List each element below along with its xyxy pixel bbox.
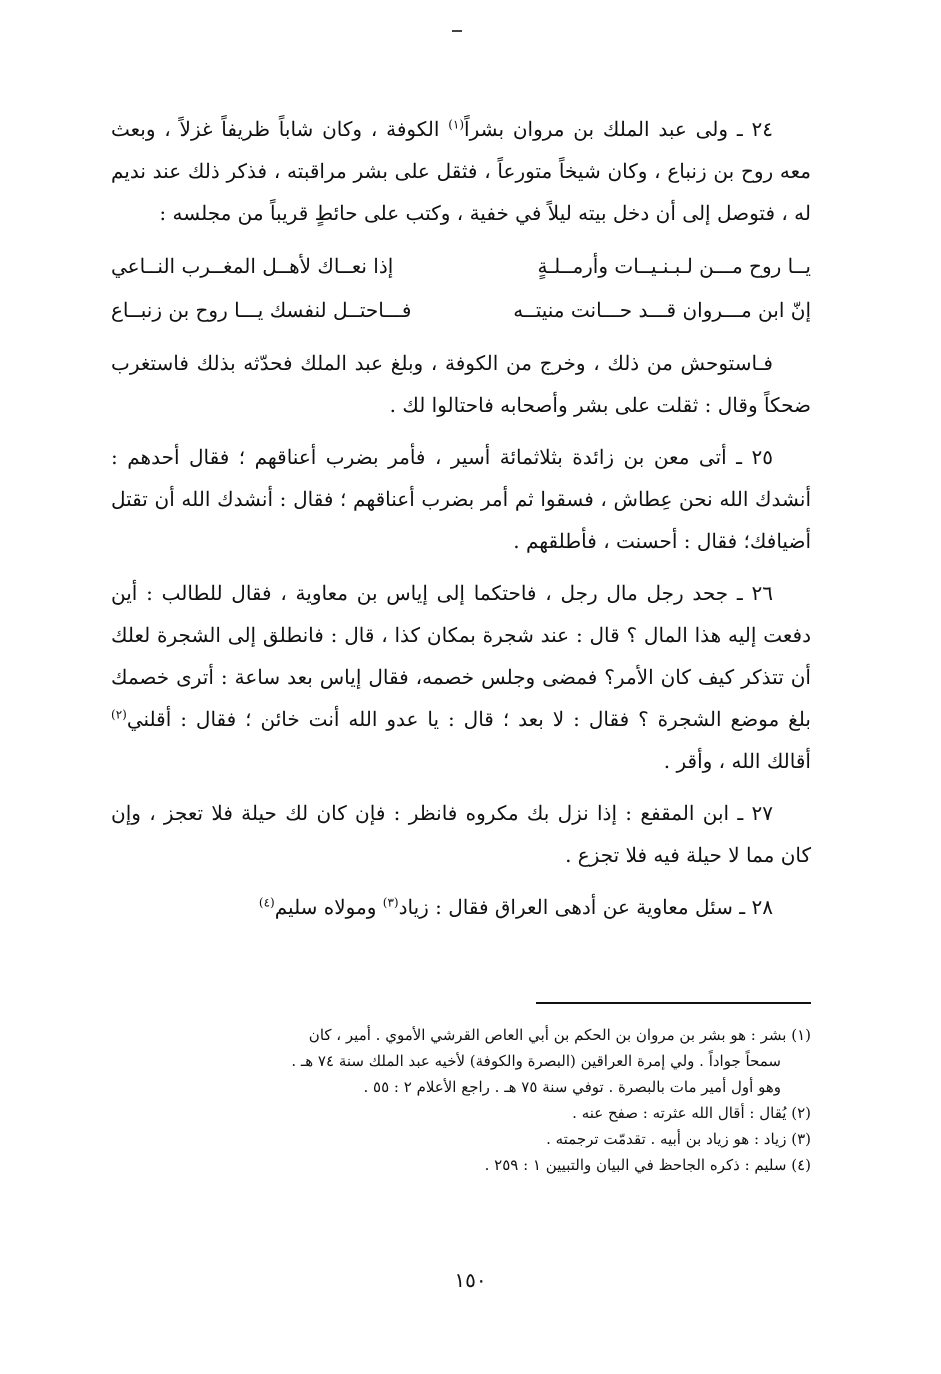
paragraph-27: ٢٧ ـ ابن المقفع : إذا نزل بك مكروه فانظر : فإن كان لك حيلة فلا تعجز ، وإن كان مما لا حيلة فيه فلا تجزع . [111,801,811,867]
paragraph-26-rest: أقالك الله ، وأقر . [663,749,811,773]
footnote-3: (٣) زياد : هو زياد بن أبيه . تقدمّت ترجمته . [546,1130,811,1148]
footnote-1-line-3: وهو أول أمير مات بالبصرة . توفي سنة ٧٥ هـ . راجع الأعلام ٢ : ٥٥ . [363,1078,781,1096]
main-text [111,108,811,938]
footnote-1-line-2: سمحاً جواداً . ولي إمرة العراقين (البصرة والكوفة) لأخيه عبد الملك سنة ٧٤ هـ . [291,1052,781,1070]
footnote-ref-4[interactable]: (٤) [258,895,275,910]
paragraph-24-start: ٢٤ ـ ولى عبد الملك بن مروان بشراً [464,117,773,141]
footnote-ref-1[interactable]: (١) [448,117,465,132]
paragraph-28 [111,886,811,928]
poem-hemistich-second: إذا نعــاك لأهــل المغــرب النــاعي [111,254,394,278]
paragraph-28-start: ٢٨ ـ سئل معاوية عن أدهى العراق فقال : زياد [398,895,773,919]
paragraph-28-rest: ومولاه سليم [274,895,383,919]
footnotes [111,1022,811,1178]
page-number: ١٥٠ [454,1268,487,1292]
paragraph-24-continued: فـاستوحش من ذلك ، وخرج من الكوفة ، وبلغ عبد الملك فحدّثه بذلك فاستغرب ضحكاً وقال : ثقلت على بشر وأصحابه فاحتالوا لك . [111,351,811,417]
footnote-ref-2[interactable]: (٢) [111,707,127,722]
footnote-4: (٤) سليم : ذكره الجاحظ في البيان والتبيين ١ : ٢٥٩ . [484,1156,811,1174]
poem-hemistich-second: فـــاحتــل لنفسك يـــا روح بن زنبــاع [111,298,412,322]
top-mark [452,30,462,32]
poem-hemistich-first: إنّ ابن مـــروان قـــد حـــانت منيتــه [513,298,811,322]
poem [111,244,811,332]
footnote-divider [536,1002,811,1004]
footnote-ref-3[interactable]: (٣) [382,895,399,910]
paragraph-25: ٢٥ ـ أتى معن بن زائدة بثلاثمائة أسير ، فأمر بضرب أعناقهم ؛ فقال أحدهم : أنشدك الله نحن عِطاش ، فسقوا ثم أمر بضرب أعناقهم ؛ فقال : أنشدك الله أن تقتل أضيافك؛ فقال : أحسنت ، فأطلقهم . [111,445,811,553]
poem-line [111,288,811,332]
footnote-2: (٢) يُقال : أقال الله عثرته : صفح عنه . [572,1104,811,1122]
paragraph-24 [111,108,811,234]
paragraph-26 [111,572,811,782]
poem-hemistich-first: يــا روح مـــن لـبـنـيــات وأرمــلـةٍ [537,254,811,278]
paragraph-24-rest: الكوفة ، وكان شاباً ظريفاً غزلاً ، وبعث معه روح بن زنباع ، وكان شيخاً متورعاً ، فثقل على بشر مراقبته ، فذكر ذلك عند نديم له ، فتوصل إلى أن دخل بيته ليلاً في خفية ، وكتب على حائطٍ قريباً من مجلسه : [111,117,811,225]
paragraph-26-start: ٢٦ ـ جحد رجل مال رجل ، فاحتكما إلى إياس بن معاوية ، فقال للطالب : أين دفعت إليه هذا المال ؟ قال : عند شجرة بمكان كذا ، قال : فانطلق إلى الشجرة لعلك أن تتذكر كيف كان الأمر؟ فمضى وجلس خصمه، فقال إياس بعد ساعة : أترى خصمك بلغ موضع الشجرة ؟ فقال : لا بعد ؛ قال : يا عدو الله أنت خائن ؛ فقال : أقلني [111,581,811,731]
footnote-1: (١) بشر : هو بشر بن مروان بن الحكم بن أبي العاص القرشي الأموي . أمير ، كان [308,1026,811,1044]
poem-line [111,244,811,288]
